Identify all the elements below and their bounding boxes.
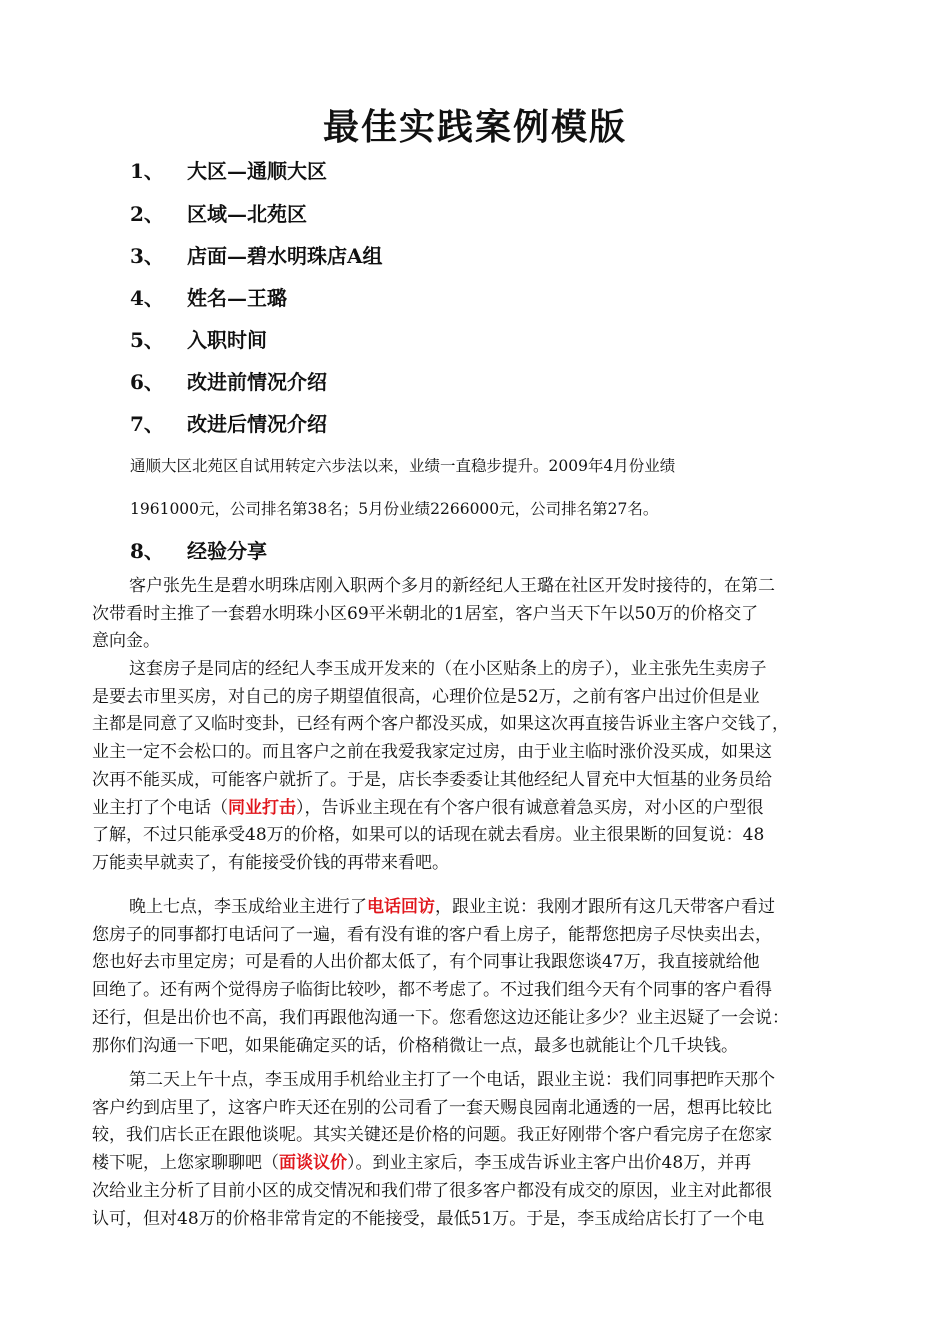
line-text: ），告诉业主现在有个客户很有诚意着急买房，对小区的户型很 — [296, 797, 764, 818]
line-text: 业主打了个电话（ — [92, 797, 228, 818]
paragraph-line: 次带看时主推了一套碧水明珠小区69平米朝北的1居室，客户当天下午以50万的价格交了 — [92, 603, 759, 624]
item-number: 7、 — [130, 412, 164, 436]
paragraph-line — [92, 795, 872, 823]
paragraph-2 — [92, 656, 872, 878]
item-text: 大区—通顺大区 — [187, 159, 327, 183]
paragraph-line: 回绝了。还有两个觉得房子临街比较吵，都不考虑了。不过我们组今天有个同事的客户看得 — [92, 980, 772, 1001]
paragraph-line: 您房子的同事都打电话问了一遍，看有没有谁的客户看上房子，能帮您把房子尽快卖出去， — [92, 924, 772, 945]
paragraph-line: 客户张先生是碧水明珠店刚入职两个多月的新经纪人王璐在社区开发时接待的，在第二 — [129, 576, 775, 596]
highlight-term: 同业打击 — [228, 797, 296, 818]
item-text: 区域—北苑区 — [187, 202, 307, 226]
paragraph-line: 第二天上午十点，李玉成用手机给业主打了一个电话，跟业主说：我们同事把昨天那个 — [129, 1070, 775, 1090]
list-item — [130, 326, 267, 354]
paragraph-line: 主都是同意了又临时变卦，已经有两个客户都没买成，如果这次再直接告诉业主客户交钱了， — [92, 714, 789, 735]
item-number: 8、 — [130, 539, 164, 563]
highlight-term: 面谈议价 — [279, 1153, 347, 1174]
paragraph-line: 客户约到店里了，这客户昨天还在别的公司看了一套天赐良园南北通透的一居，想再比较比 — [92, 1097, 772, 1118]
paragraph-line: 那你们沟通一下吧，如果能确定买的话，价格稍微让一点，最多也就能让个几千块钱。 — [92, 1035, 738, 1056]
item-number: 4、 — [130, 286, 164, 310]
item-text: 店面—碧水明珠店A组 — [187, 244, 383, 268]
item-text: 改进前情况介绍 — [187, 370, 327, 394]
summary-line-2: 1961000元，公司排名第38名；5月份业绩2266000元，公司排名第27名。 — [130, 500, 659, 518]
line-text: 楼下呢，上您家聊聊吧（ — [92, 1153, 279, 1174]
item-number: 3、 — [130, 244, 164, 268]
item-text: 经验分享 — [187, 539, 267, 563]
list-item — [130, 537, 267, 565]
line-text: ，跟业主说：我刚才跟所有这几天带客户看过 — [435, 897, 775, 917]
paragraph-1 — [92, 573, 872, 656]
paragraph-line: 万能卖早就卖了，有能接受价钱的再带来看吧。 — [92, 852, 449, 873]
paragraph-line: 还行，但是出价也不高，我们再跟他沟通一下。您看您这边还能让多少？业主迟疑了一会说： — [92, 1007, 789, 1028]
list-item — [130, 157, 327, 185]
list-item — [130, 242, 383, 270]
paragraph-line: 业主一定不会松口的。而且客户之前在我爱我家定过房，由于业主临时涨价没买成，如果这 — [92, 742, 772, 763]
paragraph-line: 意向金。 — [92, 631, 160, 652]
line-text: 晚上七点，李玉成给业主进行了 — [129, 897, 367, 917]
paragraph-line: 次给业主分析了目前小区的成交情况和我们带了很多客户都没有成交的原因，业主对此都很 — [92, 1180, 772, 1201]
paragraph-line: 认可，但对48万的价格非常肯定的不能接受，最低51万。于是，李玉成给店长打了一个电 — [92, 1208, 765, 1229]
list-item — [130, 284, 287, 312]
line-text: ）。到业主家后，李玉成告诉业主客户出价48万，并再 — [347, 1153, 752, 1174]
item-number: 5、 — [130, 328, 164, 352]
summary-line-1: 通顺大区北苑区自试用转定六步法以来，业绩一直稳步提升。2009年4月份业绩 — [130, 457, 676, 475]
paragraph-line — [92, 894, 872, 922]
paragraph-line: 次再不能买成，可能客户就折了。于是，店长李委委让其他经纪人冒充中大恒基的业务员给 — [92, 769, 772, 790]
list-item — [130, 200, 307, 228]
item-number: 1、 — [130, 159, 164, 183]
paragraph-line: 是要去市里买房，对自己的房子期望值很高，心理价位是52万，之前有客户出过价但是业 — [92, 686, 760, 707]
item-text: 姓名—王璐 — [187, 286, 287, 310]
paragraph-line: 了解，不过只能承受48万的价格，如果可以的话现在就去看房。业主很果断的回复说：48 — [92, 825, 765, 846]
paragraph-line: 您也好去市里定房；可是看的人出价都太低了，有个同事让我跟您谈47万，我直接就给他 — [92, 952, 760, 973]
list-item — [130, 368, 327, 396]
highlight-term: 电话回访 — [367, 897, 435, 917]
item-text: 改进后情况介绍 — [187, 412, 327, 436]
paragraph-3 — [92, 894, 872, 1060]
item-text: 入职时间 — [187, 328, 267, 352]
item-number: 6、 — [130, 370, 164, 394]
page-title: 最佳实践案例模版 — [322, 106, 627, 148]
list-item — [130, 410, 327, 438]
paragraph-4 — [92, 1067, 872, 1233]
paragraph-line — [92, 1150, 872, 1178]
paragraph-line: 这套房子是同店的经纪人李玉成开发来的（在小区贴条上的房子），业主张先生卖房子 — [129, 659, 767, 679]
paragraph-line: 较，我们店长正在跟他谈呢。其实关键还是价格的问题。我正好刚带个客户看完房子在您家 — [92, 1125, 772, 1146]
item-number: 2、 — [130, 202, 164, 226]
